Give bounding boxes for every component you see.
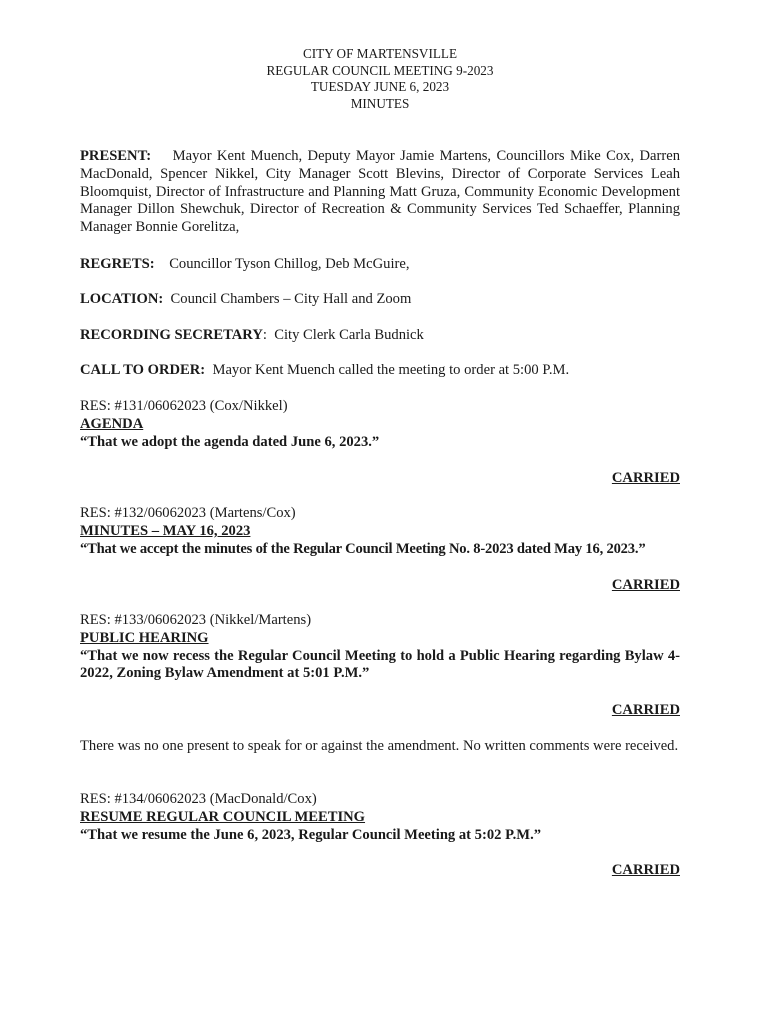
- resolution-title: MINUTES – MAY 16, 2023: [80, 522, 251, 539]
- public-hearing-note: [80, 738, 680, 756]
- document-header: [80, 46, 680, 112]
- resolution-131-result: [80, 470, 680, 488]
- call-to-order-label: CALL TO ORDER:: [80, 362, 206, 378]
- recording-label: RECORDING SECRETARY: [80, 327, 263, 343]
- location-text: Council Chambers – City Hall and Zoom: [170, 291, 412, 307]
- header-city: CITY OF MARTENSVILLE: [302, 46, 458, 61]
- resolution-motion: “That we now recess the Regular Council Meeting to hold a Public Hearing regarding Bylaw 4-2022, Zoning Bylaw Amendment at 5:01 P.M.”: [80, 647, 680, 682]
- resolution-number: RES: #132/06062023 (Martens/Cox): [80, 505, 296, 521]
- carried-label: CARRIED: [611, 862, 680, 878]
- resolution-number: RES: #131/06062023 (Cox/Nikkel): [80, 398, 288, 414]
- note-text: There was no one present to speak for or against the amendment. No written comments were received.: [80, 738, 679, 754]
- header-meeting: REGULAR COUNCIL MEETING 9-2023: [266, 62, 494, 78]
- resolution-134: [80, 791, 680, 844]
- resolution-132: [80, 505, 680, 558]
- resolution-motion: “That we resume the June 6, 2023, Regular Council Meeting at 5:02 P.M.”: [80, 826, 542, 843]
- resolution-133-result: [80, 702, 680, 720]
- present-label: PRESENT:: [80, 148, 152, 164]
- resolution-title: RESUME REGULAR COUNCIL MEETING: [80, 808, 366, 825]
- resolution-133: [80, 612, 680, 683]
- carried-label: CARRIED: [611, 470, 680, 486]
- recording-text: City Clerk Carla Budnick: [274, 327, 424, 343]
- resolution-131: [80, 398, 680, 451]
- present-section: [80, 148, 680, 237]
- resolution-134-result: [80, 862, 680, 880]
- header-date: TUESDAY JUNE 6, 2023: [310, 79, 450, 95]
- carried-label: CARRIED: [611, 577, 680, 593]
- present-text: Mayor Kent Muench, Deputy Mayor Jamie Martens, Councillors Mike Cox, Darren MacDonald, Spencer Nikkel, City Manager Scott Blevins, Director of Corporate Services Leah Bloomquist, Director of Infrastructure and Planning Matt Gruza, Community Economic Development Manager Dillon Shewchuk, Director of Recreation & Community Services Ted Schaeffer, Planning Manager Bonnie Gorelitza,: [80, 148, 680, 236]
- regrets-label: REGRETS:: [80, 256, 155, 272]
- regrets-section: [80, 256, 680, 274]
- location-section: [80, 291, 680, 309]
- recording-secretary-section: [80, 327, 680, 345]
- location-label: LOCATION:: [80, 291, 164, 307]
- minutes-page: [80, 46, 680, 878]
- regrets-text: Councillor Tyson Chillog, Deb McGuire,: [169, 256, 410, 272]
- resolution-132-result: [80, 577, 680, 595]
- call-to-order-text: Mayor Kent Muench called the meeting to order at 5:00 P.M.: [212, 362, 570, 378]
- resolution-motion: “That we accept the minutes of the Regular Council Meeting No. 8-2023 dated May 16, 2023.”: [80, 540, 646, 557]
- carried-label: CARRIED: [611, 702, 680, 718]
- resolution-number: RES: #133/06062023 (Nikkel/Martens): [80, 612, 312, 628]
- recording-colon: :: [262, 327, 267, 343]
- resolution-title: AGENDA: [80, 415, 144, 432]
- call-to-order-section: [80, 362, 680, 380]
- header-doc-type: MINUTES: [350, 95, 410, 111]
- resolution-number: RES: #134/06062023 (MacDonald/Cox): [80, 791, 317, 807]
- resolution-motion: “That we adopt the agenda dated June 6, 2023.”: [80, 433, 380, 450]
- resolution-title: PUBLIC HEARING: [80, 629, 209, 646]
